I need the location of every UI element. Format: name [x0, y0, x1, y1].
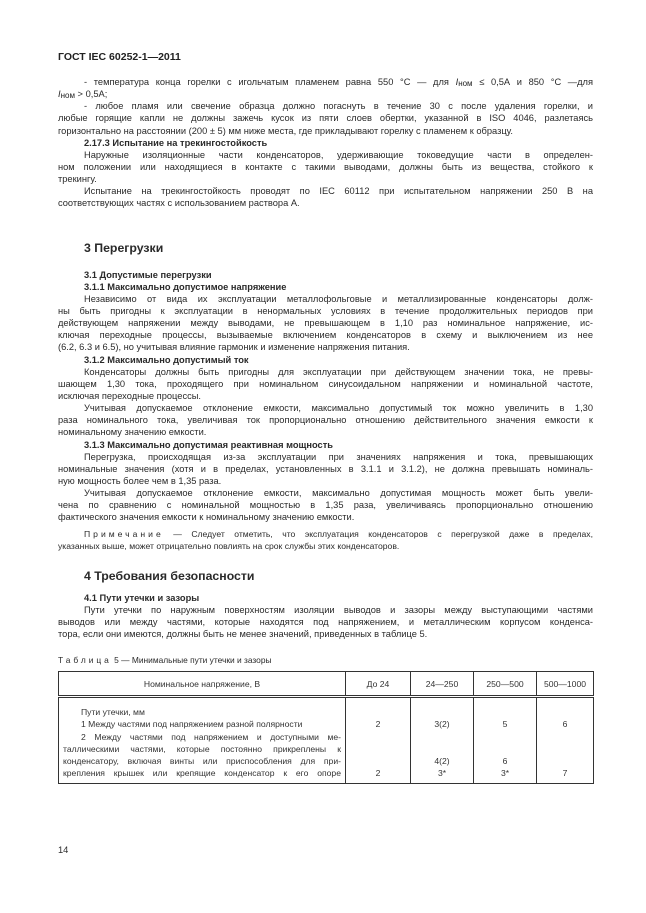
table-caption — [58, 654, 593, 666]
column-header: До 24 — [346, 672, 411, 697]
column-header: 24—250 — [411, 672, 474, 697]
value — [347, 743, 409, 755]
paragraph-max-voltage — [58, 293, 593, 354]
value — [347, 706, 409, 718]
value: 3* — [437, 768, 447, 779]
paragraph-overload — [58, 451, 593, 487]
document-header: ГОСТ IEC 60252-1—2011 — [58, 51, 181, 63]
value — [538, 731, 592, 743]
line: Наружные изоляционные части конденсаторов, удерживающие токоведущие части в определен- — [84, 149, 593, 160]
paragraph-flame — [58, 100, 593, 136]
line: тора, если они имеются, должны быть не менее значений, приведенных в таблице 5. — [58, 629, 428, 640]
cell-line: таллическими частями, которые постоянно прикреплены к — [63, 743, 341, 754]
paragraph-tracking — [58, 149, 593, 185]
heading-3-1-3: 3.1.3 Максимально допустимая реактивная мощность — [84, 439, 333, 450]
line: номинальные значения (хотя и в пределах, установленных в 3.1.1 и 3.1.2), не должна превышать номиналь- — [58, 463, 593, 474]
symbol-i: I — [455, 77, 459, 87]
paragraph-power-tolerance — [58, 487, 593, 523]
value — [538, 755, 592, 767]
line: трекингу. — [58, 174, 97, 185]
cell-up-to-24 — [346, 697, 411, 784]
line: чена по сравнению с номинальной мощностью в 1,35 раза, увеличиваясь пропорционально отношению — [58, 500, 593, 511]
creepage-table — [58, 671, 594, 784]
column-header: Номинальное напряжение, В — [59, 672, 346, 697]
heading-3-1-1: 3.1.1 Максимально допустимое напряжение — [84, 281, 287, 292]
paragraph-current-tolerance — [58, 402, 593, 438]
value — [475, 731, 535, 743]
column-header: 250—500 — [474, 672, 537, 697]
table-header-row — [59, 672, 594, 697]
line: ном положении или находящиеся в контакте с такими выводами, должны быть из вещества, стойкого к — [58, 161, 593, 172]
heading-2-17-3: 2.17.3 Испытание на трекингостойкость — [84, 137, 268, 148]
heading-section-4: 4 Требования безопасности — [84, 568, 255, 583]
line: (6.2, 6.3 и 6.5), но учитывая влияние гармоник и изменение напряжения питания. — [58, 342, 410, 353]
row-description — [59, 697, 346, 784]
line: выводов или между частями, которые находятся под напряжением, и металлическим корпусом конденса- — [58, 617, 593, 628]
paragraph-tracking-test — [58, 185, 593, 209]
value: 7 — [562, 768, 568, 779]
line: раза номинального тока, увеличивая ток пропорционально отношению действительного значения емкости к — [58, 415, 593, 426]
value: 3(2) — [434, 719, 450, 730]
value: 6 — [562, 719, 568, 730]
line: Учитывая допускаемое отклонение емкости, максимально допустимая мощность может быть увели- — [84, 488, 593, 499]
line: Независимо от вида их эксплуатации металлофольговые и металлизированные конденсаторы долж- — [84, 293, 593, 304]
cell-24-250 — [411, 697, 474, 784]
value — [347, 731, 409, 743]
line: шающем 1,30 тока, проходящего при номинальном синусоидальном напряжении и номинальной частоте, — [58, 378, 593, 389]
subscript: ном — [458, 79, 473, 88]
caption-label: Таблица — [58, 655, 112, 666]
line: Конденсаторы должны быть пригодны для эксплуатации при действующем значении тока, не превы- — [84, 366, 593, 377]
line: действующем напряжении между выводами, не превышающем в 1,10 раз номинальное напряжение, ис- — [58, 318, 593, 329]
heading-section-3: 3 Перегрузки — [84, 240, 164, 255]
line: ключая переходные процессы, вызываемые включением конденсаторов в схему и выключением из нее — [58, 330, 593, 341]
value: 2 — [375, 719, 381, 730]
heading-3-1-2: 3.1.2 Максимально допустимый ток — [84, 354, 249, 365]
paragraph-temperature — [58, 76, 593, 100]
column-header: 500—1000 — [537, 672, 594, 697]
text: ≤ 0,5А и 850 °С —для — [472, 77, 593, 87]
line: ны быть пригодны к эксплуатации в ненормальных условиях в течение продолжительных периодов при — [58, 305, 593, 316]
value — [412, 743, 472, 755]
value — [475, 743, 535, 755]
line: - любое пламя или свечение образца должно погаснуть в течение 30 с после удаления горелки, и — [84, 101, 593, 112]
cell-line: Пути утечки, мм — [81, 707, 145, 718]
table-row — [59, 697, 594, 784]
line: исключая переходные процессы. — [58, 390, 202, 401]
line: Перегрузка, происходящая из-за эксплуатации при значениях напряжения и тока, превышающих — [84, 451, 593, 462]
cell-250-500 — [474, 697, 537, 784]
value — [412, 706, 472, 718]
heading-4-1: 4.1 Пути утечки и зазоры — [84, 592, 200, 603]
text: - температура конца горелки с игольчатым пламенем равна 550 °С — для — [84, 77, 456, 87]
line: Испытание на трекингостойкость проводят по IEC 60112 при испытательном напряжении 250 В на — [84, 186, 593, 197]
line: Пути утечки по наружным поверхностям изоляции выводов и зазоры между выступающими частями — [84, 604, 593, 615]
value — [412, 731, 472, 743]
value — [347, 755, 409, 767]
symbol-i: I — [58, 89, 61, 100]
heading-3-1: 3.1 Допустимые перегрузки — [84, 269, 212, 280]
line: соответствующих частях с использованием раствора А. — [58, 198, 300, 209]
note — [58, 528, 593, 552]
value: 4(2) — [434, 755, 450, 766]
paragraph-creepage — [58, 604, 593, 640]
cell-line: крепления крышек или крепящие конденсатор к его опоре — [63, 768, 341, 779]
text: > 0,5А; — [74, 89, 108, 100]
caption-text: 5 — Минимальные пути утечки и зазоры — [111, 655, 272, 666]
line: номинальному значению емкости. — [58, 427, 207, 438]
cell-line: 2 Между частями под напряжением и доступными ме- — [81, 731, 341, 742]
line: любые горящие капли не должны зажечь кусок из пяти слоев обертки, указанной в ISO 4046, разлетаясь — [58, 113, 593, 124]
value — [475, 706, 535, 718]
paragraph-max-current — [58, 366, 593, 402]
value: 5 — [502, 719, 508, 730]
page-number: 14 — [58, 845, 69, 855]
text: — Следует отметить, что эксплуатация конденсаторов с перегрузкой даже в пределах, — [163, 528, 593, 539]
page-body — [58, 76, 593, 784]
subscript: ном — [60, 91, 75, 101]
line: указанных выше, может отрицательно повлиять на срок службы этих конденсаторов. — [58, 540, 400, 551]
cell-line: конденсатору, включая винты или приспособления для при- — [63, 755, 341, 766]
value: 2 — [375, 768, 381, 779]
line: ную мощность более чем в 1,35 раза. — [58, 475, 222, 486]
value — [538, 706, 592, 718]
value: 6 — [502, 755, 508, 766]
cell-500-1000 — [537, 697, 594, 784]
line: Учитывая допускаемое отклонение емкости, максимально допустимый ток можно увеличить в 1,30 — [84, 403, 593, 414]
value — [538, 743, 592, 755]
line: фактического значения емкости к номинальному значению емкости. — [58, 512, 355, 523]
value: 3* — [500, 768, 510, 779]
line: горизонтально на расстоянии (200 ± 5) мм ниже места, где прикладывают горелку с пламенем к образцу. — [58, 125, 513, 136]
cell-line: 1 Между частями под напряжением разной полярности — [81, 719, 303, 730]
note-label: Примечание — [84, 528, 164, 539]
